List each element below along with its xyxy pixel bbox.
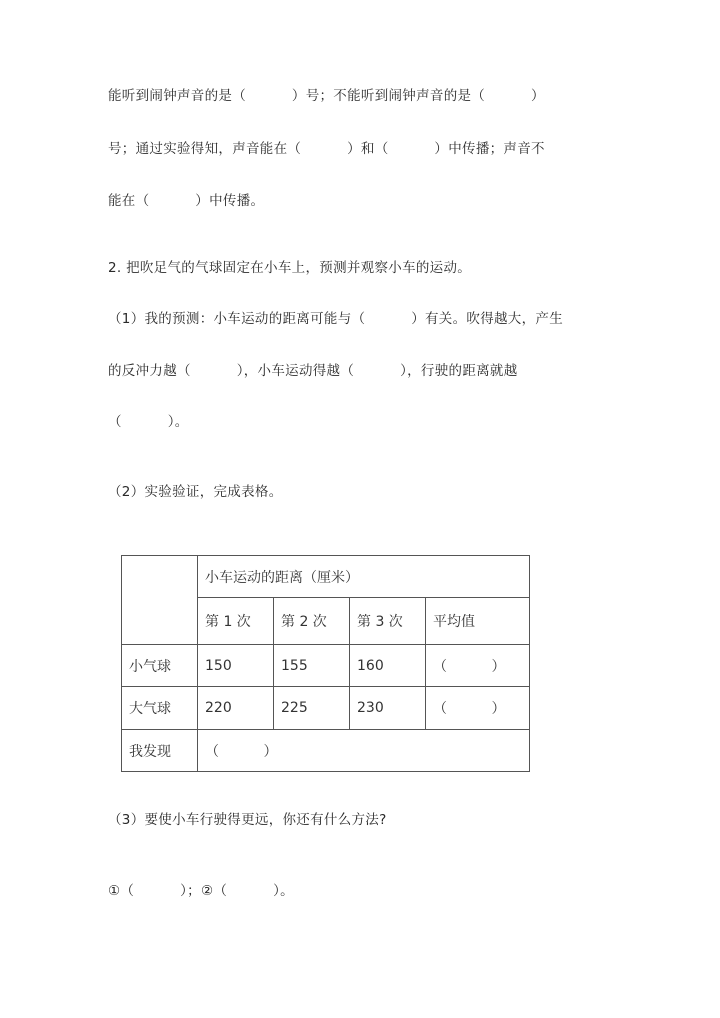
col-header-trial-1: 第 1 次	[198, 598, 274, 645]
q1-text-line-1: 能听到闹钟声音的是（ ）号；不能听到闹钟声音的是（ ）	[108, 88, 545, 104]
row-label: 大气球	[122, 687, 198, 730]
table-main-header: 小车运动的距离（厘米）	[198, 556, 530, 598]
col-header-trial-2: 第 2 次	[274, 598, 350, 645]
q2-part1-line-3: （ ）。	[108, 414, 189, 430]
q2-part1-line-2: 的反冲力越（ ），小车运动得越（ ），行驶的距离就越	[108, 363, 518, 379]
table-corner-cell	[122, 556, 198, 645]
q2-part1-line-1: （1）我的预测：小车运动的距离可能与（ ）有关。吹得越大，产生	[108, 311, 564, 327]
cell-value: 225	[274, 687, 350, 730]
q2-part3-answer: ①（ ）；②（ ）。	[108, 883, 294, 899]
cell-value: 150	[198, 645, 274, 687]
table-row-large-balloon	[122, 687, 530, 730]
col-header-average: 平均值	[426, 598, 530, 645]
cell-value: 230	[350, 687, 426, 730]
cell-value: 160	[350, 645, 426, 687]
row-label: 小气球	[122, 645, 198, 687]
q2-part3-question: （3）要使小车行驶得更远，你还有什么方法?	[108, 812, 387, 828]
q2-part2-label: （2）实验验证，完成表格。	[108, 484, 283, 500]
q1-text-line-2: 号；通过实验得知，声音能在（ ）和（ ）中传播；声音不	[108, 141, 545, 157]
experiment-table	[121, 555, 530, 772]
col-header-trial-3: 第 3 次	[350, 598, 426, 645]
table-row-small-balloon	[122, 645, 530, 687]
q2-title: 2. 把吹足气的气球固定在小车上，预测并观察小车的运动。	[108, 260, 472, 276]
average-blank[interactable]: （ ）	[426, 687, 530, 730]
table-row-finding	[122, 730, 530, 772]
row-label: 我发现	[122, 730, 198, 772]
cell-value: 220	[198, 687, 274, 730]
finding-blank[interactable]: （ ）	[198, 730, 530, 772]
cell-value: 155	[274, 645, 350, 687]
average-blank[interactable]: （ ）	[426, 645, 530, 687]
q1-text-line-3: 能在（ ）中传播。	[108, 193, 265, 209]
